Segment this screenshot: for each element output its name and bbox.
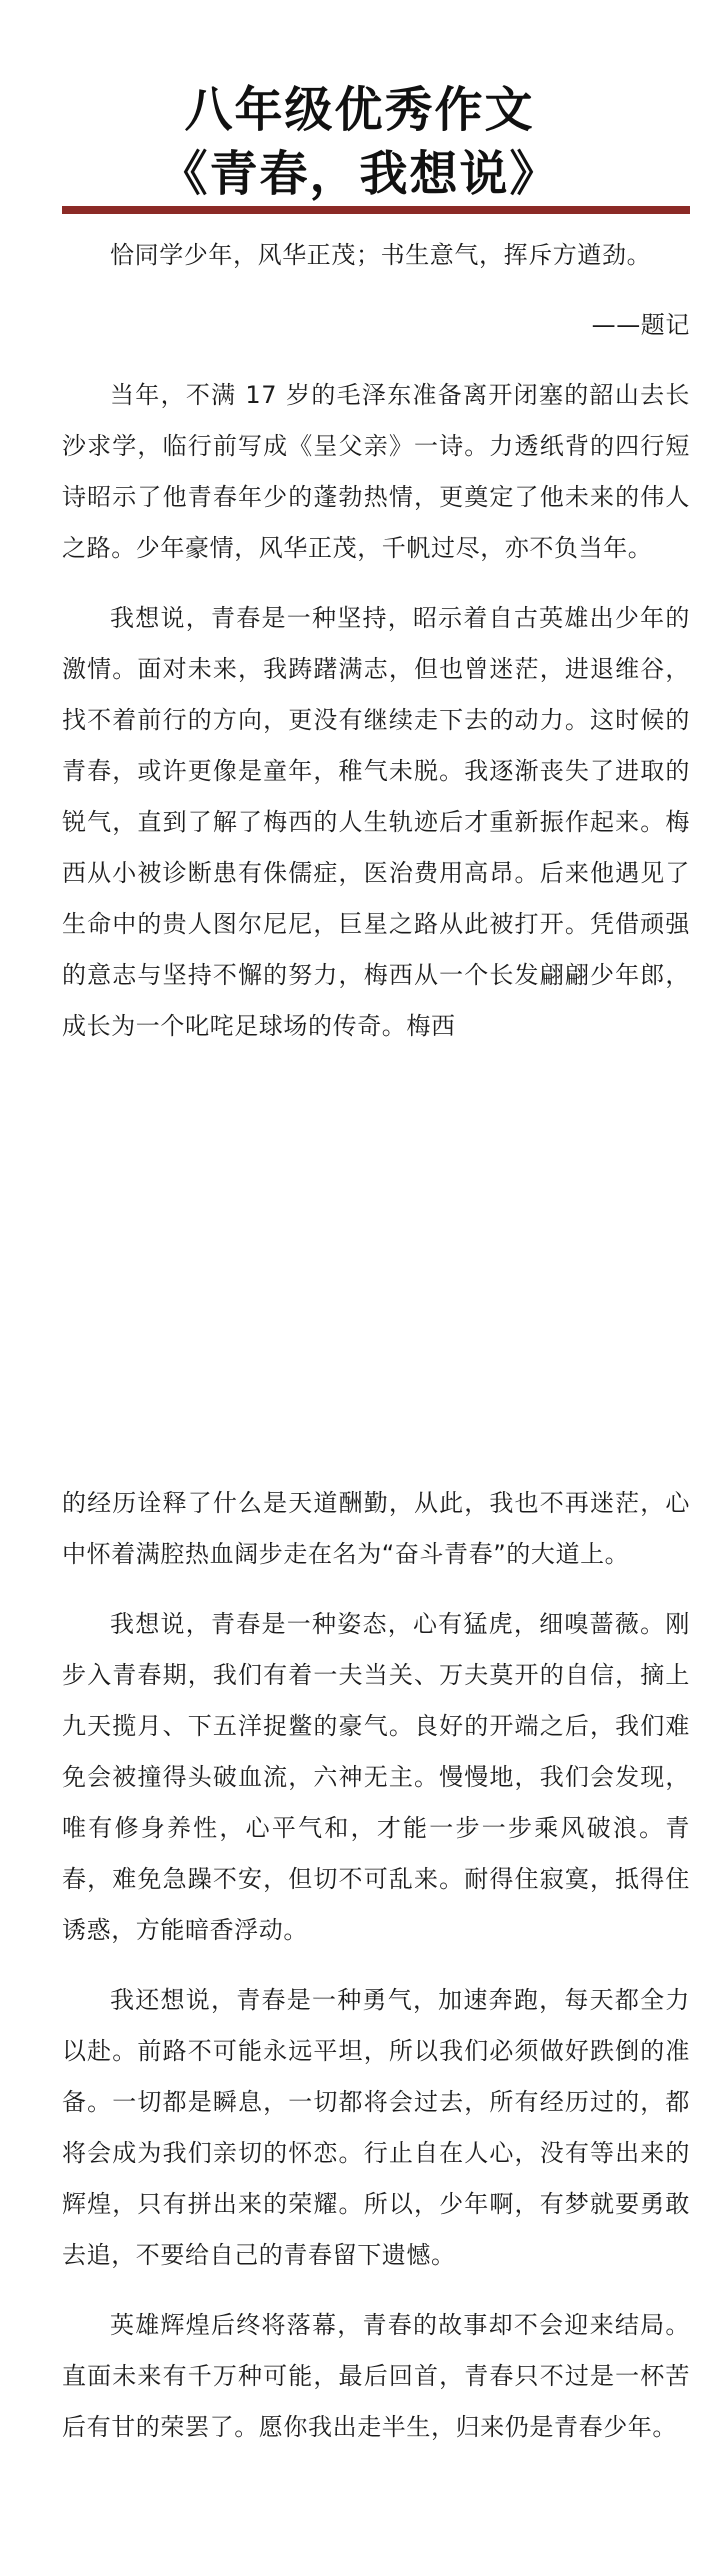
article-title: 《青春，我想说》 bbox=[159, 146, 560, 202]
epigraph-text: 恰同学少年，风华正茂；书生意气，挥斥方遒劲。 bbox=[110, 241, 652, 269]
article-header bbox=[0, 78, 719, 206]
article-category-title: 八年级优秀作文 bbox=[184, 82, 535, 138]
article-body-part-2 bbox=[62, 1478, 690, 2472]
title-divider bbox=[62, 206, 690, 214]
paragraph-conclusion: 英雄辉煌后终将落幕，青春的故事却不会迎来结局。直面未来有千万种可能，最后回首，青春只不过是一杯苦后有甘的荣罢了。愿你我出走半生，归来仍是青春少年。 bbox=[62, 2311, 690, 2441]
article-body-part-1 bbox=[62, 230, 690, 1071]
epigraph-signature: ——题记 bbox=[591, 311, 690, 339]
paragraph-courage: 我还想说，青春是一种勇气，加速奔跑，每天都全力以赴。前路不可能永远平坦，所以我们必须做好跌倒的准备。一切都是瞬息，一切都将会过去，所有经历过的，都将会成为我们亲切的怀恋。行止自在人心，没有等出来的辉煌，只有拼出来的荣耀。所以，少年啊，有梦就要勇敢去追，不要给自己的青春留下遗憾。 bbox=[62, 1986, 690, 2269]
paragraph-mao-zedong: 当年，不满 17 岁的毛泽东准备离开闭塞的韶山去长沙求学，临行前写成《呈父亲》一诗。力透纸背的四行短诗昭示了他青春年少的蓬勃热情，更奠定了他未来的伟人之路。少年豪情，风华正茂，千帆过尽，亦不负当年。 bbox=[62, 381, 690, 562]
paragraph-persistence: 我想说，青春是一种坚持，昭示着自古英雄出少年的激情。面对未来，我踌躇满志，但也曾迷茫，进退维谷，找不着前行的方向，更没有继续走下去的动力。这时候的青春，或许更像是童年，稚气未脱。我逐渐丧失了进取的锐气，直到了解了梅西的人生轨迹后才重新振作起来。梅西从小被诊断患有侏儒症，医治费用高昂。后来他遇见了生命中的贵人图尔尼尼，巨星之路从此被打开。凭借顽强的意志与坚持不懈的努力，梅西从一个长发翩翩少年郎，成长为一个叱咤足球场的传奇。梅西 bbox=[62, 604, 690, 1040]
paragraph-attitude: 我想说，青春是一种姿态，心有猛虎，细嗅蔷薇。刚步入青春期，我们有着一夫当关、万夫莫开的自信，摘上九天揽月、下五洋捉鳖的豪气。良好的开端之后，我们难免会被撞得头破血流，六神无主。慢慢地，我们会发现，唯有修身养性，心平气和，才能一步一步乘风破浪。青春，难免急躁不安，但切不可乱来。耐得住寂寞，抵得住诱惑，方能暗香浮动。 bbox=[62, 1610, 690, 1944]
paragraph-persistence-continued: 的经历诠释了什么是天道酬勤，从此，我也不再迷茫，心中怀着满腔热血阔步走在名为“奋斗青春”的大道上。 bbox=[62, 1489, 690, 1568]
